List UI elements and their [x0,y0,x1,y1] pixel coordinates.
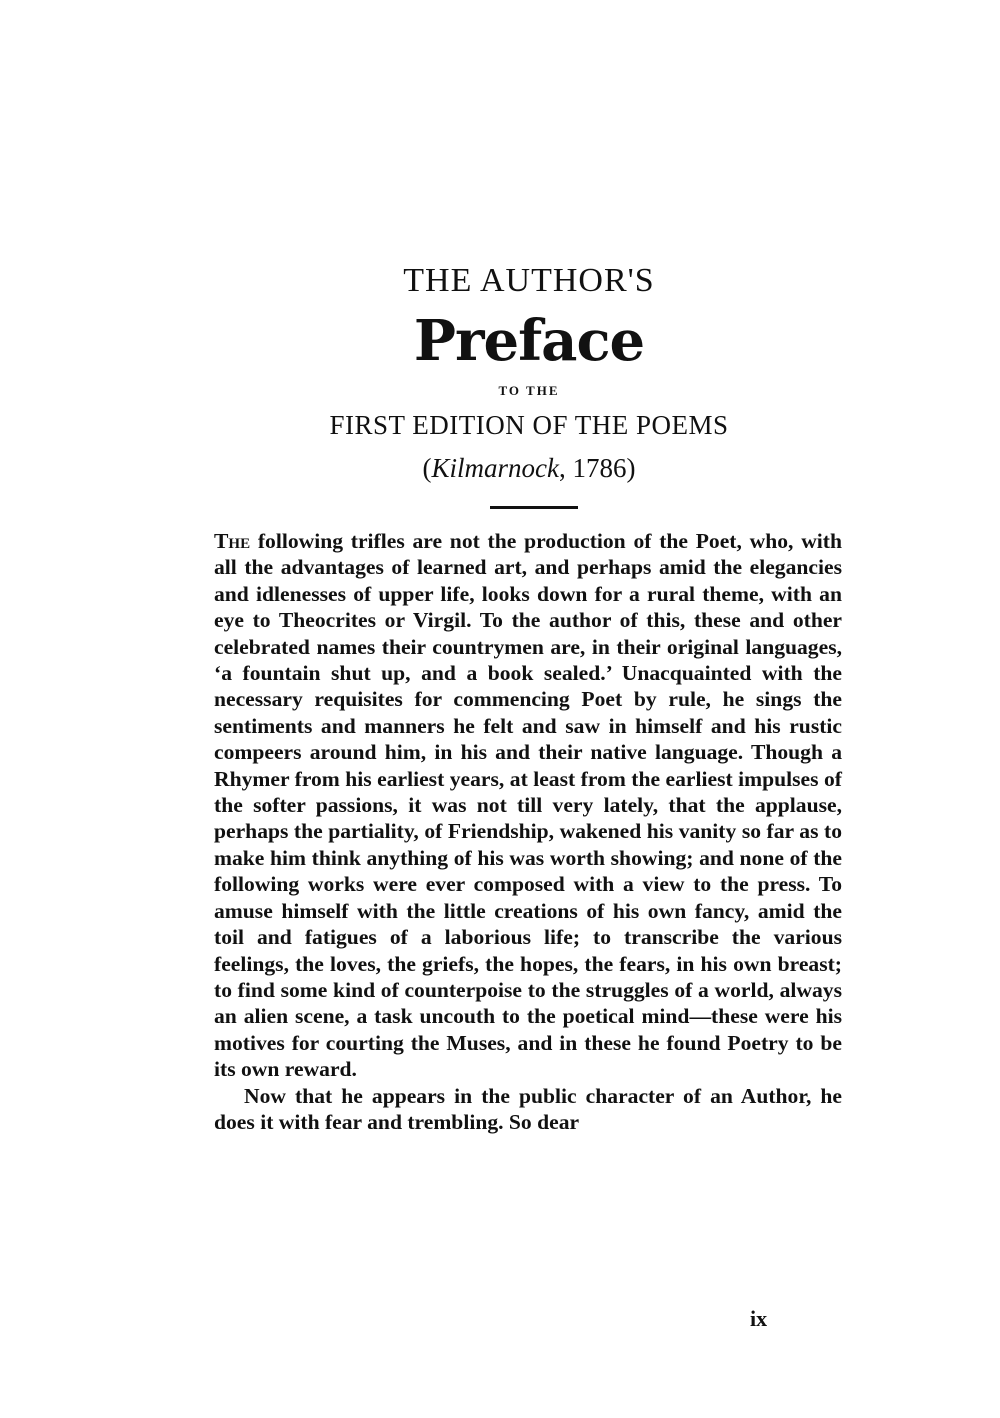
paragraph-1 [214,528,842,1083]
preface-body [214,528,842,1135]
paragraph-2: Now that he appears in the public character of an Author, he does it with fear and trembling. So dear [214,1083,842,1134]
paragraph-1-text: following trifles are not the production of the Poet, who, with all the advantages of learned art, and perhaps amid the elegancies and idlenesses of upper life, looks down for a rural theme, with an eye to Theocrites or Virgil. To the author of this, these and other celebrated names their countrymen are, in their original languages, ‘a fountain shut up, and a book sealed.’ Unacquainted with the necessary requisites for commencing Poet by rule, he sings the sentiments and manners he felt and saw in himself and his rustic compeers around him, in his and their native language. Though a Rhymer from his earliest years, at least from the earliest impulses of the softer passions, it was not till very lately, that the applause, perhaps the partiality, of Friendship, wakened his vanity so far as to make him think anything of his was worth showing; and none of the following works were ever composed with a view to the press. To amuse himself with the little creations of his own fancy, amid the toil and fatigues of a laborious life; to transcribe the various feelings, the loves, the griefs, the hopes, the fears, in his own breast; to find some kind of counterpoise to the struggles of a world, always an alien scene, a task uncouth to the poetical mind—these were his motives for courting the Muses, and in these he found Poetry to be its own reward. [214,529,842,1082]
section-divider [490,506,578,509]
place-name: Kilmarnock [431,453,559,483]
page-number: ix [750,1306,768,1331]
paragraph-lead-word: The [214,529,251,553]
year: , 1786) [559,453,636,483]
open-paren: ( [422,453,432,483]
title-preface: Preface [413,308,645,374]
title-first-edition: FIRST EDITION OF THE POEMS [329,410,729,440]
title-to-the: TO THE [498,383,560,398]
title-line-authors: THE AUTHOR'S [403,262,655,299]
title-place-year [0,453,1000,484]
